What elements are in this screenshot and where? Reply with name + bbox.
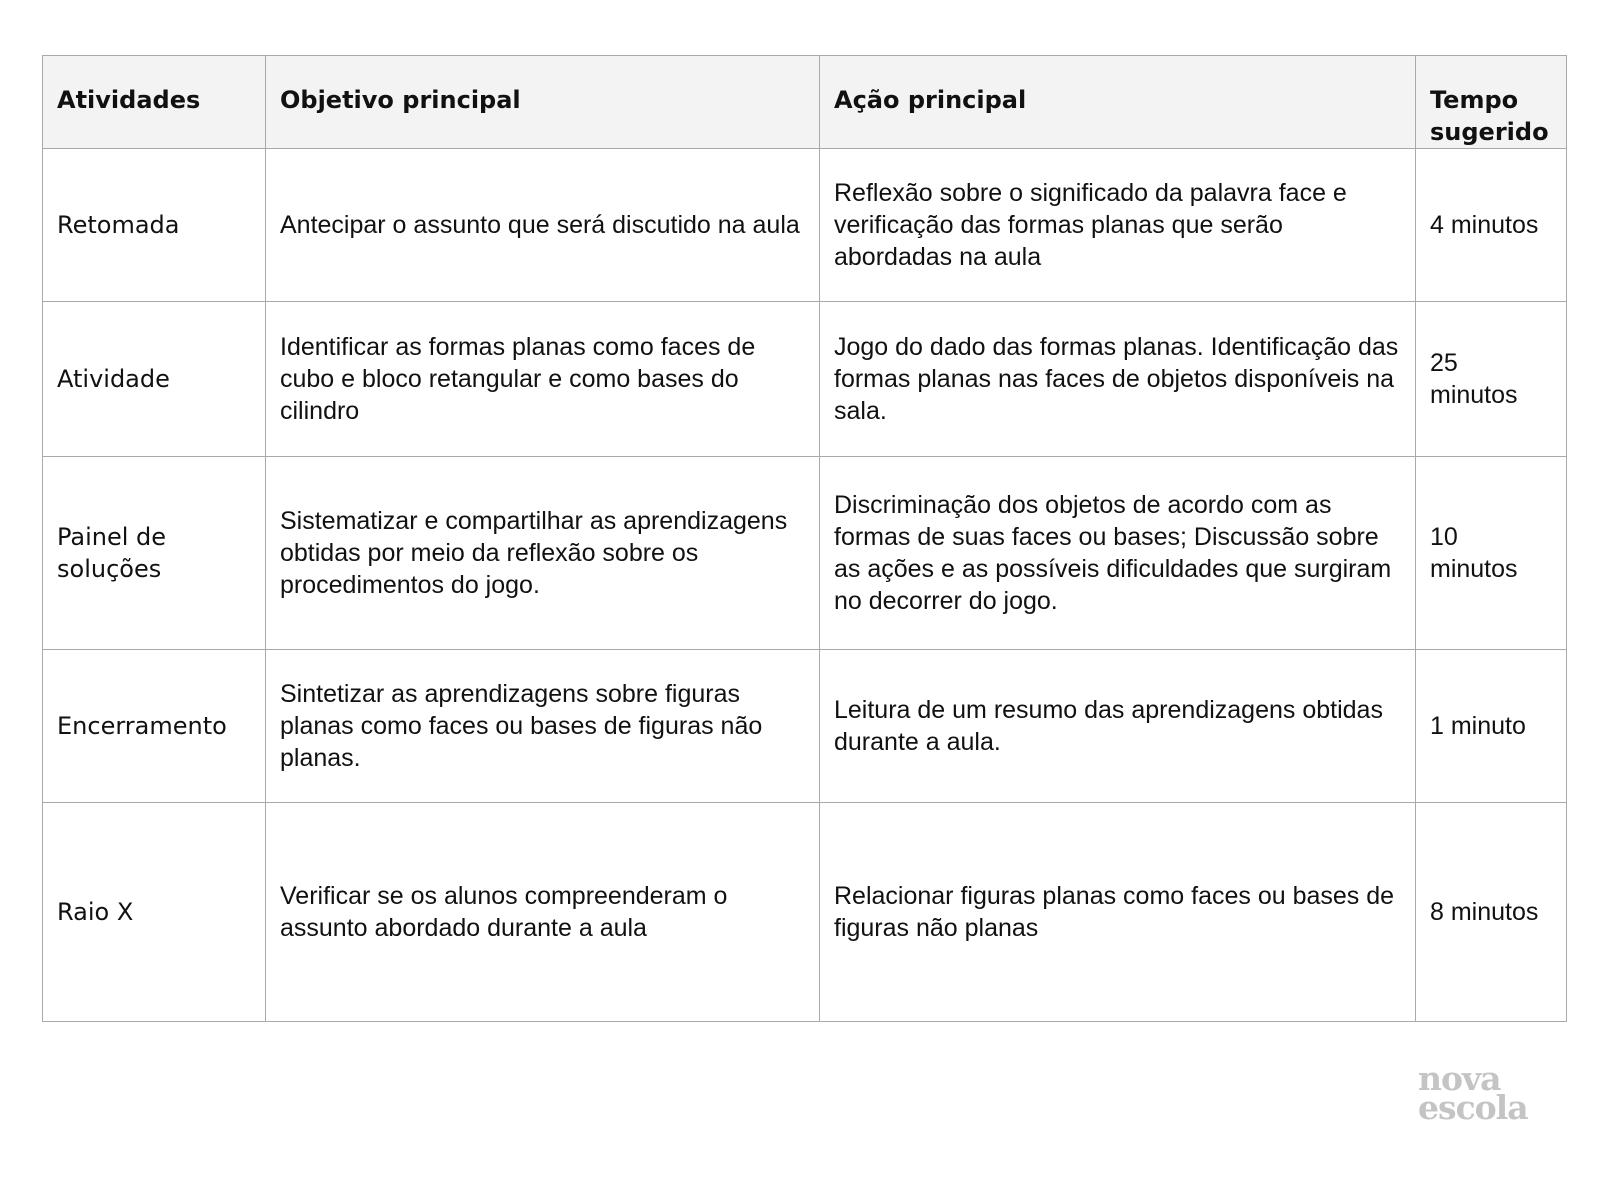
- objective-cell: Identificar as formas planas como faces de cubo e bloco retangular e como bases do cilindro: [266, 302, 820, 457]
- activity-cell: Painel de soluções: [43, 457, 266, 650]
- header-suggested-time: Tempo sugerido: [1416, 56, 1567, 149]
- objective-cell: Antecipar o assunto que será discutido na aula: [266, 149, 820, 302]
- header-main-objective: Objetivo principal: [266, 56, 820, 149]
- header-main-action: Ação principal: [820, 56, 1416, 149]
- objective-cell: Sistematizar e compartilhar as aprendizagens obtidas por meio da reflexão sobre os procedimentos do jogo.: [266, 457, 820, 650]
- logo-line-escola: escola: [1418, 1088, 1528, 1127]
- action-cell: Reflexão sobre o significado da palavra face e verificação das formas planas que serão abordadas na aula: [820, 149, 1416, 302]
- action-cell: Leitura de um resumo das aprendizagens obtidas durante a aula.: [820, 650, 1416, 803]
- time-cell: 25 minutos: [1416, 302, 1567, 457]
- table-row: [43, 302, 1567, 457]
- nova-escola-logo: [1418, 1059, 1528, 1127]
- activity-cell: Atividade: [43, 302, 266, 457]
- table-row: [43, 149, 1567, 302]
- logo-line-nova: nova: [1418, 1059, 1501, 1098]
- time-cell: 8 minutos: [1416, 803, 1567, 1022]
- activity-cell: Raio X: [43, 803, 266, 1022]
- header-activities: Atividades: [43, 56, 266, 149]
- activity-cell: Retomada: [43, 149, 266, 302]
- lesson-plan-table: [42, 55, 1567, 1022]
- action-cell: Discriminação dos objetos de acordo com as formas de suas faces ou bases; Discussão sobre as ações e as possíveis dificuldades que surgiram no decorrer do jogo.: [820, 457, 1416, 650]
- action-cell: Relacionar figuras planas como faces ou bases de figuras não planas: [820, 803, 1416, 1022]
- time-cell: 4 minutos: [1416, 149, 1567, 302]
- objective-cell: Verificar se os alunos compreenderam o assunto abordado durante a aula: [266, 803, 820, 1022]
- time-cell: 1 minuto: [1416, 650, 1567, 803]
- table-row: [43, 803, 1567, 1022]
- table-row: [43, 650, 1567, 803]
- objective-cell: Sintetizar as aprendizagens sobre figuras planas como faces ou bases de figuras não planas.: [266, 650, 820, 803]
- table-header-row: [43, 56, 1567, 149]
- table-row: [43, 457, 1567, 650]
- time-cell: 10 minutos: [1416, 457, 1567, 650]
- action-cell: Jogo do dado das formas planas. Identificação das formas planas nas faces de objetos disponíveis na sala.: [820, 302, 1416, 457]
- activity-cell: Encerramento: [43, 650, 266, 803]
